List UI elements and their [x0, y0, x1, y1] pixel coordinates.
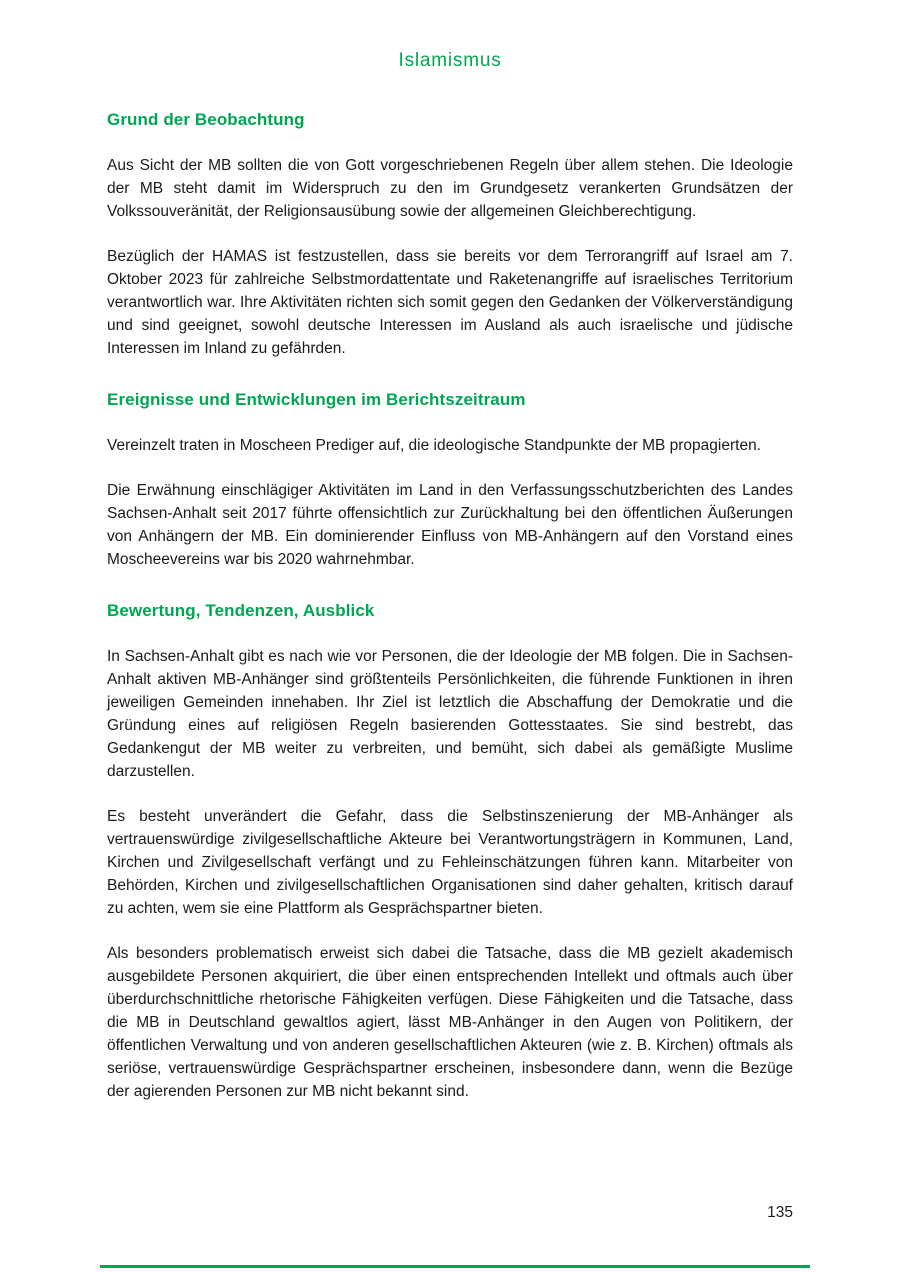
paragraph: Es besteht unverändert die Gefahr, dass die Selbstinszenierung der MB-Anhänger als vertrauenswürdige zivilgesellschaftliche Akteure bei Verantwortungsträgern in Kommunen, Land, Kirchen und Zivilgesellschaft verfängt und zu Fehleinschätzungen führen kann. Mitarbeiter von Behörden, Kirchen und zivilgesellschaftlichen Organisationen sind daher gehalten, kritisch darauf zu achten, wem sie eine Plattform als Gesprächspartner bieten. [107, 808, 793, 917]
paragraph: Die Erwähnung einschlägiger Aktivitäten im Land in den Verfassungsschutzberichten des Landes Sachsen-Anhalt seit 2017 führte offensichtlich zur Zurückhaltung bei den öffentlichen Äußerungen von Anhängern der MB. Ein dominierender Einfluss von MB-Anhängern auf den Vorstand eines Moscheevereins war bis 2020 wahrnehmbar. [107, 482, 793, 568]
paragraph: In Sachsen-Anhalt gibt es nach wie vor Personen, die der Ideologie der MB folgen. Die in Sachsen-Anhalt aktiven MB-Anhänger sind größtenteils Persönlichkeiten, die führende Funktionen in ihren jeweiligen Gemeinden innehaben. Ihr Ziel ist letztlich die Abschaffung der Demokratie und die Gründung eines auf religiösen Regeln basierenden Gottesstaates. Sie sind bestrebt, das Gedankengut der MB weiter zu verbreiten, und bemüht, sich dabei als gemäßigte Muslime darzustellen. [107, 648, 793, 780]
page-title: Islamismus [398, 50, 502, 71]
paragraph: Bezüglich der HAMAS ist festzustellen, dass sie bereits vor dem Terrorangriff auf Israel am 7. Oktober 2023 für zahlreiche Selbstmordattentate und Raketenangriffe auf israelisches Territorium verantwortlich war. Ihre Aktivitäten richten sich somit gegen den Gedanken der Völkerverständigung und sind geeignet, sowohl deutsche Interessen im Ausland als auch israelische und jüdische Interessen im Inland zu gefährden. [107, 248, 793, 357]
footer-rule [100, 1265, 810, 1268]
paragraph: Vereinzelt traten in Moscheen Prediger auf, die ideologische Standpunkte der MB propagierten. [107, 437, 761, 454]
section-grund-der-beobachtung [107, 110, 793, 360]
section-heading: Grund der Beobachtung [107, 110, 305, 129]
section-heading: Bewertung, Tendenzen, Ausblick [107, 601, 375, 620]
section-bewertung-tendenzen-ausblick [107, 601, 793, 1103]
section-heading: Ereignisse und Entwicklungen im Berichtszeitraum [107, 390, 526, 409]
paragraph: Aus Sicht der MB sollten die von Gott vorgeschriebenen Regeln über allem stehen. Die Ideologie der MB steht damit im Widerspruch zu den im Grundgesetz verankerten Grundsätzen der Volkssouveränität, der Religionsausübung sowie der allgemeinen Gleichberechtigung. [107, 157, 793, 220]
page-number: 135 [767, 1204, 793, 1221]
paragraph: Als besonders problematisch erweist sich dabei die Tatsache, dass die MB gezielt akademisch ausgebildete Personen akquiriert, die über einen entsprechenden Intellekt und oftmals auch über überdurchschnittliche rhetorische Fähigkeiten verfügen. Diese Fähigkeiten und die Tatsache, dass die MB in Deutschland gewaltlos agiert, lässt MB-Anhänger in den Augen von Politikern, der öffentlichen Verwaltung und von anderen gesellschaftlichen Akteuren (wie z. B. Kirchen) oftmals als seriöse, vertrauenswürdige Gesprächspartner erscheinen, insbesondere dann, wenn die Bezüge der agierenden Personen zur MB nicht bekannt sind. [107, 945, 793, 1100]
section-ereignisse-und-entwicklungen [107, 390, 793, 571]
